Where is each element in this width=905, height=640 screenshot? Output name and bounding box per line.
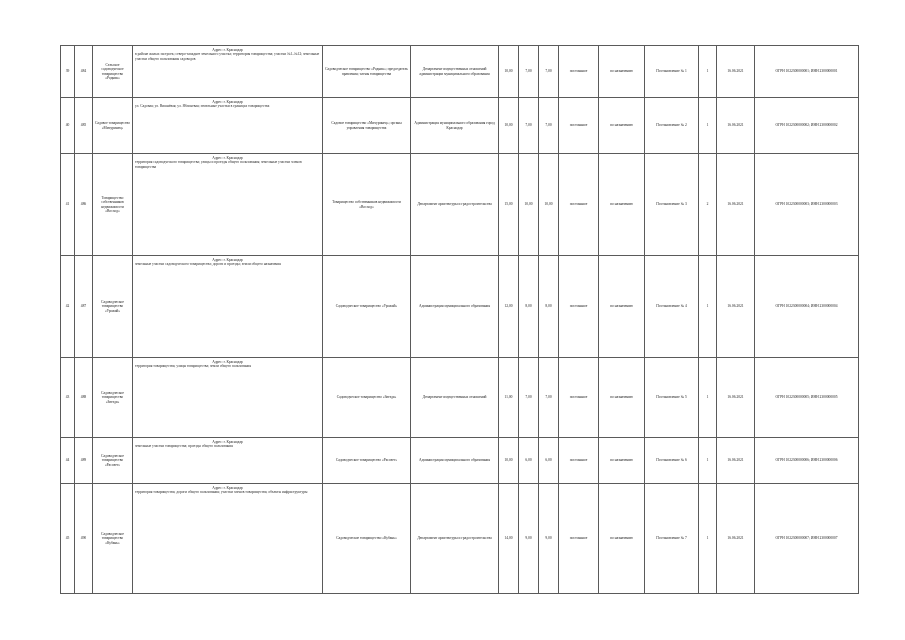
- address-heading: Адрес: г. Краснодар: [212, 156, 243, 160]
- registration-cell: ОГРН 1022300000001; ИНН 2300000001: [755, 46, 859, 98]
- address-heading: Адрес: г. Краснодар: [212, 258, 243, 262]
- value-2-cell: 7,00: [539, 98, 559, 154]
- address-description: [133, 256, 323, 358]
- kind-cell: постоянное: [559, 358, 599, 438]
- holder-cell: Департамент имущественных отношений администрации муниципального образования: [411, 46, 499, 98]
- date-cell: 16.06.2021: [717, 438, 755, 484]
- register-table: [60, 45, 859, 594]
- row-number: 41: [61, 154, 75, 256]
- table-row: [61, 98, 859, 154]
- organization-name: Садоводческое товарищество «Урожай»: [93, 256, 133, 358]
- area-cell: 10,00: [499, 98, 519, 154]
- count-cell: 1: [699, 98, 717, 154]
- date-cell: 16.06.2021: [717, 154, 755, 256]
- count-cell: 1: [699, 438, 717, 484]
- use-cell: по назначению: [599, 438, 645, 484]
- use-cell: по назначению: [599, 484, 645, 594]
- area-cell: 12,00: [499, 256, 519, 358]
- registration-cell: ОГРН 1022300000003; ИНН 2300000003: [755, 154, 859, 256]
- kind-cell: постоянное: [559, 46, 599, 98]
- address-text: земельные участки товарищества; проезды общего пользования: [135, 444, 233, 449]
- document-cell: Постановление № 2: [645, 98, 699, 154]
- address-text: в районе жилых застроек; северо-западнее земельного участка; территория товарищества; участки №1–№12; земельные участки общего пользования садоводов: [135, 52, 320, 61]
- address-heading: Адрес: г. Краснодар: [212, 100, 243, 104]
- owner-cell: Садоводческое товарищество «Родник»; председатель правления; члены товарищества: [323, 46, 411, 98]
- registration-cell: ОГРН 1022300000005; ИНН 2300000005: [755, 358, 859, 438]
- value-2-cell: 7,00: [539, 358, 559, 438]
- row-id: 488: [75, 358, 93, 438]
- table-row: [61, 154, 859, 256]
- row-number: 43: [61, 358, 75, 438]
- use-cell: по назначению: [599, 46, 645, 98]
- row-id: 489: [75, 438, 93, 484]
- document-cell: Постановление № 6: [645, 438, 699, 484]
- holder-cell: Департамент архитектуры и градостроительства: [411, 154, 499, 256]
- row-number: 40: [61, 98, 75, 154]
- value-2-cell: 7,00: [539, 46, 559, 98]
- table-row: [61, 358, 859, 438]
- address-text: территория товарищества; улицы товарищества; земли общего пользования: [135, 364, 251, 369]
- date-cell: 16.06.2021: [717, 358, 755, 438]
- use-cell: по назначению: [599, 256, 645, 358]
- value-2-cell: 8,00: [539, 256, 559, 358]
- registration-cell: ОГРН 1022300000004; ИНН 2300000004: [755, 256, 859, 358]
- holder-cell: Департамент имущественных отношений: [411, 358, 499, 438]
- count-cell: 2: [699, 154, 717, 256]
- count-cell: 1: [699, 484, 717, 594]
- organization-name: Садоводческое товарищество «Рассвет»: [93, 438, 133, 484]
- date-cell: 16.06.2021: [717, 484, 755, 594]
- kind-cell: постоянное: [559, 98, 599, 154]
- value-1-cell: 9,00: [519, 484, 539, 594]
- value-1-cell: 7,00: [519, 98, 539, 154]
- organization-name: Садоводческое товарищество «Звезда»: [93, 358, 133, 438]
- organization-name: Сельское садоводческое товарищество «Родник»: [93, 46, 133, 98]
- value-1-cell: 10,00: [519, 154, 539, 256]
- address-description: [133, 484, 323, 594]
- row-number: 42: [61, 256, 75, 358]
- owner-cell: Садоводческое товарищество «Рассвет»: [323, 438, 411, 484]
- value-1-cell: 7,00: [519, 46, 539, 98]
- use-cell: по назначению: [599, 154, 645, 256]
- document-cell: Постановление № 7: [645, 484, 699, 594]
- document-cell: Постановление № 1: [645, 46, 699, 98]
- address-heading: Адрес: г. Краснодар: [212, 440, 243, 444]
- value-2-cell: 6,00: [539, 438, 559, 484]
- table-row: [61, 484, 859, 594]
- value-1-cell: 8,00: [519, 256, 539, 358]
- document-cell: Постановление № 3: [645, 154, 699, 256]
- organization-name: Товарищество собственников недвижимости «Восход»: [93, 154, 133, 256]
- owner-cell: Садоводческое товарищество «Кубань»: [323, 484, 411, 594]
- address-description: [133, 46, 323, 98]
- address-text: территория садоводческого товарищества; улицы и проезды общего пользования; земельные участки членов товарищества: [135, 160, 302, 169]
- use-cell: по назначению: [599, 98, 645, 154]
- count-cell: 1: [699, 46, 717, 98]
- address-heading: Адрес: г. Краснодар: [212, 48, 243, 52]
- row-number: 44: [61, 438, 75, 484]
- value-1-cell: 6,00: [519, 438, 539, 484]
- holder-cell: Администрация муниципального образования: [411, 256, 499, 358]
- value-2-cell: 9,00: [539, 484, 559, 594]
- owner-cell: Садоводческое товарищество «Урожай»: [323, 256, 411, 358]
- address-description: [133, 154, 323, 256]
- area-cell: 14,00: [499, 484, 519, 594]
- registration-cell: ОГРН 1022300000006; ИНН 2300000006: [755, 438, 859, 484]
- address-heading: Адрес: г. Краснодар: [212, 486, 243, 490]
- kind-cell: постоянное: [559, 154, 599, 256]
- address-text: земельные участки садоводческого товарищества; дороги и проезды; земли общего назначения: [135, 262, 281, 267]
- kind-cell: постоянное: [559, 256, 599, 358]
- value-2-cell: 10,00: [539, 154, 559, 256]
- table-row: [61, 46, 859, 98]
- organization-name: Садовое товарищество «Мичуринец»: [93, 98, 133, 154]
- row-id: 490: [75, 484, 93, 594]
- table-row: [61, 256, 859, 358]
- address-text: ул. Садовая; ул. Вишнёвая; ул. Яблоневая; земельные участки в границах товарищества: [135, 104, 270, 109]
- holder-cell: Департамент архитектуры и градостроительства: [411, 484, 499, 594]
- value-1-cell: 7,00: [519, 358, 539, 438]
- owner-cell: Садовое товарищество «Мичуринец»; органы управления товарищества: [323, 98, 411, 154]
- area-cell: 10,00: [499, 438, 519, 484]
- area-cell: 10,00: [499, 46, 519, 98]
- document-cell: Постановление № 4: [645, 256, 699, 358]
- row-number: 39: [61, 46, 75, 98]
- date-cell: 16.06.2021: [717, 98, 755, 154]
- holder-cell: Администрация муниципального образования: [411, 438, 499, 484]
- use-cell: по назначению: [599, 358, 645, 438]
- register-rows: [61, 46, 859, 594]
- registration-cell: ОГРН 1022300000007; ИНН 2300000007: [755, 484, 859, 594]
- organization-name: Садоводческое товарищество «Кубань»: [93, 484, 133, 594]
- area-cell: 15,00: [499, 154, 519, 256]
- address-description: [133, 98, 323, 154]
- document-cell: Постановление № 5: [645, 358, 699, 438]
- count-cell: 1: [699, 256, 717, 358]
- row-id: 484: [75, 46, 93, 98]
- address-description: [133, 438, 323, 484]
- row-id: 485: [75, 98, 93, 154]
- kind-cell: постоянное: [559, 484, 599, 594]
- address-description: [133, 358, 323, 438]
- date-cell: 16.06.2021: [717, 46, 755, 98]
- area-cell: 11,00: [499, 358, 519, 438]
- count-cell: 1: [699, 358, 717, 438]
- owner-cell: Садоводческое товарищество «Звезда»: [323, 358, 411, 438]
- address-heading: Адрес: г. Краснодар: [212, 360, 243, 364]
- address-text: территория товарищества; дороги общего пользования; участки членов товарищества; объекты инфраструктуры: [135, 490, 308, 495]
- kind-cell: постоянное: [559, 438, 599, 484]
- owner-cell: Товарищество собственников недвижимости «Восход»: [323, 154, 411, 256]
- date-cell: 16.06.2021: [717, 256, 755, 358]
- holder-cell: Администрация муниципального образования город Краснодар: [411, 98, 499, 154]
- row-number: 45: [61, 484, 75, 594]
- row-id: 487: [75, 256, 93, 358]
- table-row: [61, 438, 859, 484]
- row-id: 486: [75, 154, 93, 256]
- registration-cell: ОГРН 1022300000002; ИНН 2300000002: [755, 98, 859, 154]
